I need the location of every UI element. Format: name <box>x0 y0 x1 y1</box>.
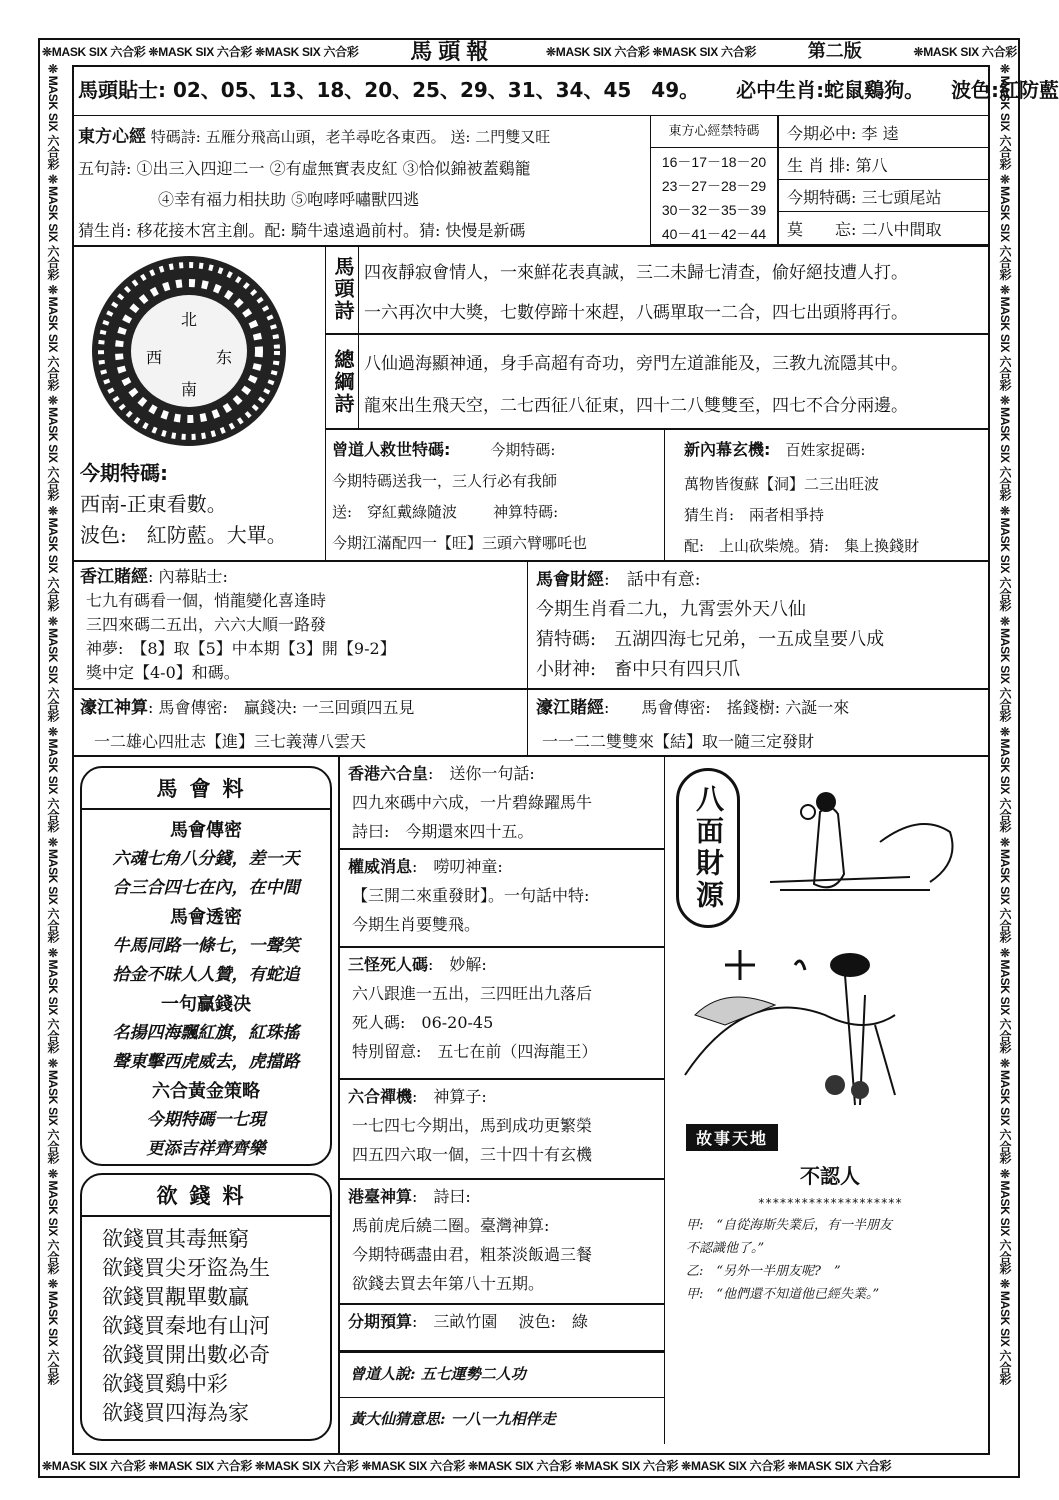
huang-value: 一八一九相伴走 <box>450 1410 556 1428</box>
zodiac-label: 必中生肖: <box>736 78 825 102</box>
forbid-title: 東方心經禁特碼 <box>651 116 777 148</box>
mid-section-title: 香港六合皇 <box>348 764 429 783</box>
mahui-liao-heading: 馬會透密 <box>170 907 242 928</box>
mid-section <box>340 948 665 1080</box>
mid-section-line: 【三開二來重發財】。一句話中特: <box>352 886 590 905</box>
tips-line <box>78 74 1059 103</box>
yuqian-liao-line: 欲錢買開出數必奇 <box>102 1343 270 1367</box>
mahui-liao-line: 拾金不昧人人贊，有蛇追 <box>112 965 300 985</box>
tips-numbers: 02、05、13、18、20、25、29、31、34、45 49。 <box>172 78 700 102</box>
xiangjiang-line: 獎中定【4-0】和碼。 <box>86 663 240 682</box>
color-value: 紅防藍 <box>999 78 1059 102</box>
mahui-liao-heading: 六合黃金策略 <box>152 1081 260 1102</box>
zeng-sub2: 神算特碼: <box>493 503 559 521</box>
mahui-liao-line: 今期特碼一七現 <box>146 1110 266 1130</box>
yuqian-liao-title: 欲錢料 <box>82 1175 330 1217</box>
haojiang-shen-title: 濠江神算 <box>80 698 148 718</box>
masthead-title: 馬頭報 <box>410 39 495 65</box>
story-line: 不認識他了。” <box>686 1241 765 1256</box>
compass-south: 南 <box>180 380 198 399</box>
xiangjiang-line: 神夢: 【8】取【5】中本期【3】開【9-2】 <box>86 639 396 658</box>
info-label: 今期特碼: <box>787 188 857 207</box>
edition-label: 第二版 <box>807 41 862 62</box>
east-poem: 特碼詩: 五雁分飛高山頭，老羊尋吃各東西。 送: 二門雙又旺 <box>150 128 551 146</box>
forbid-row: 16－17－18－20 <box>661 154 767 170</box>
mahui-liao-line: 更添吉祥齊齊樂 <box>146 1139 266 1159</box>
border-strip-bottom: ❊MASK SIX 六合彩 ❊MASK SIX 六合彩 ❊MASK SIX 六合彩 ❊MASK SIX 六合彩 ❊MASK SIX 六合彩 ❊MASK SIX 六合彩 ❊MASK SIX 六合彩 ❊MASK SIX 六合彩 <box>42 1459 892 1473</box>
mid-section-line: 四五四六取一個，三十四十有玄機 <box>352 1145 593 1164</box>
zeng-line: 今期特碼送我一，三人行必有我師 <box>332 472 558 490</box>
story-stars: ******************** <box>757 1196 903 1210</box>
border-strip-right: ❊MASK SIX 六合彩 ❊MASK SIX 六合彩 ❊MASK SIX 六合彩 ❊MASK SIX 六合彩 ❊MASK SIX 六合彩 ❊MASK SIX 六合彩 ❊MASK SIX 六合彩 ❊MASK SIX 六合彩 ❊MASK SIX 六合彩 ❊MASK SIX 六合彩 ❊MASK SIX 六合彩 ❊MASK SIX 六合彩 <box>998 62 1012 1385</box>
info-value: 二八中間取 <box>861 220 942 239</box>
compass-east: 东 <box>215 348 233 367</box>
info-row <box>779 116 989 148</box>
border-strip-top-right: ❊MASK SIX 六合彩 <box>913 45 1017 59</box>
mid-section <box>340 757 665 850</box>
mid-section-sub: : 送你一句話: <box>428 764 535 783</box>
yuqian-liao-line: 欲錢買秦地有山河 <box>102 1314 270 1338</box>
mahui-liao-line: 合三合四七在內，在中間 <box>112 878 300 898</box>
bamian-badge <box>676 768 740 928</box>
forbid-row: 30－32－35－39 <box>661 202 767 218</box>
forbid-row: 23－27－28－29 <box>661 178 767 194</box>
zeng-box <box>325 430 665 560</box>
general-poem-box <box>325 335 990 430</box>
horse-poem-box <box>325 245 990 335</box>
yuqian-liao-line: 欲錢買鷄中彩 <box>102 1372 228 1396</box>
mid-section-line: 一七四七今期出，馬到成功更繁榮 <box>352 1116 593 1135</box>
mid-section-sub: : 妙解: <box>428 955 487 974</box>
mid-section-line: 六八跟進一五出，三四旺出九落后 <box>352 984 593 1003</box>
xiangjiang-line: 三四來碼二五出，六六大順一路發 <box>86 615 327 634</box>
zeng-says-label: 曾道人說: <box>350 1365 416 1383</box>
story-badge: 故事天地 <box>686 1124 778 1151</box>
haojiang-du-title: 濠江賭經 <box>536 698 604 718</box>
yuqian-liao-line: 欲錢買尖牙盜為生 <box>102 1256 270 1280</box>
mid-section-line: 欲錢去買去年第八十五期。 <box>352 1274 545 1293</box>
mid-section-title: 六合禪機 <box>348 1087 413 1106</box>
compass-image <box>92 255 292 455</box>
border-strip-top-middle: ❊MASK SIX 六合彩 ❊MASK SIX 六合彩 <box>546 45 757 59</box>
mid-section <box>340 1080 665 1180</box>
info-value: 三七頭尾站 <box>861 188 942 207</box>
xinnei-line: 萬物皆復蘇【洞】二三出旺波 <box>684 475 880 493</box>
zeng-title: 曾道人救世特碼: <box>332 440 451 459</box>
forbid-row: 40－41－42－44 <box>661 226 767 242</box>
xiangjiang-title: 香江賭經 <box>80 567 148 587</box>
xiangjiang-sub: : 內幕貼士: <box>148 567 228 586</box>
mahui-liao-heading: 馬會傳密 <box>170 820 242 841</box>
horse-poem-label: 馬頭詩 <box>326 245 359 333</box>
mahui-cai-section <box>536 565 884 685</box>
left-special-title: 今期特碼: <box>80 461 168 485</box>
color-label: 波色: <box>951 78 1000 102</box>
info-table <box>778 115 990 245</box>
yuqian-liao-line: 欲錢買覯單數贏 <box>102 1285 249 1309</box>
mahui-cai-title: 馬會財經 <box>536 570 604 590</box>
zeng-says-box <box>340 1352 665 1398</box>
left-special-line2: 波色: 紅防藍。大單。 <box>80 523 287 547</box>
xiangjiang-section <box>80 565 396 685</box>
xinnei-box <box>684 434 919 562</box>
info-row <box>779 212 989 244</box>
haojiang-shen-section <box>80 693 414 757</box>
five-2: ④幸有福力相扶助 ⑤咆哮呼嘯獸四逃 <box>158 190 420 209</box>
five-1: ①出三入四迎二一 ②有虛無實表皮紅 ③恰似錦被蓋鷄籠 <box>136 159 531 178</box>
info-value: 第八 <box>855 156 888 175</box>
mid-section-line: 特別留意: 五七在前（四海龍王） <box>352 1042 598 1061</box>
mid-section-title: 分期預算 <box>348 1312 413 1331</box>
mahui-liao-heading: 一句贏錢决 <box>161 994 251 1015</box>
xinnei-line: 猜生肖: 兩者相爭持 <box>684 506 825 524</box>
yuqian-liao-line: 欲錢買四海為家 <box>102 1401 249 1425</box>
border-strip-left: ❊MASK SIX 六合彩 ❊MASK SIX 六合彩 ❊MASK SIX 六合彩 ❊MASK SIX 六合彩 ❊MASK SIX 六合彩 ❊MASK SIX 六合彩 ❊MASK SIX 六合彩 ❊MASK SIX 六合彩 ❊MASK SIX 六合彩 ❊MASK SIX 六合彩 ❊MASK SIX 六合彩 ❊MASK SIX 六合彩 <box>46 62 60 1385</box>
landscape-illustration <box>675 935 985 1115</box>
general-poem-label: 總綱詩 <box>326 335 359 428</box>
info-label: 生 肖 排: <box>787 156 851 175</box>
zeng-sub: 今期特碼: <box>490 441 556 459</box>
zeng-line: 今期江滿配四一【旺】三頭六臂哪吒也 <box>332 534 588 552</box>
xiangjiang-line: 七九有碼看一個，悄龍變化喜逢時 <box>86 591 327 610</box>
mid-section-sub: : 詩曰: <box>412 1187 471 1206</box>
mahui-cai-sub: : 話中有意: <box>604 570 701 590</box>
tips-label: 馬頭貼士: <box>78 78 166 102</box>
haojiang-du-sub: : 馬會傳密: 搖錢樹: 六誕一來 <box>604 698 850 717</box>
story-line: 乙: “另外一半朋友呢? ” <box>686 1264 841 1279</box>
mid-section-line: 今期生肖要雙飛。 <box>352 915 481 934</box>
mid-section <box>340 1180 665 1305</box>
mid-section-title: 港臺神算 <box>348 1187 413 1206</box>
scholar-illustration <box>760 772 975 922</box>
mahui-liao-line: 名揚四海飄紅旗，紅珠搖 <box>112 1023 300 1043</box>
yuqian-liao-line: 欲錢買其毒無窮 <box>102 1227 249 1251</box>
horse-poem-line: 一六再次中大獎，七數停蹄十來趕，八碼單取一二合，四七出頭將再行。 <box>364 303 908 323</box>
info-row <box>779 148 989 180</box>
yuqian-liao-box <box>80 1173 332 1441</box>
mahui-liao-title: 馬會料 <box>82 768 330 810</box>
left-special-line1: 西南-正東看數。 <box>80 492 227 516</box>
east-heart-section <box>78 122 550 246</box>
haojiang-du-section <box>536 693 849 757</box>
mid-section-sub: : 神算子: <box>412 1087 487 1106</box>
middle-column <box>340 757 665 1352</box>
mid-section-sub: : 三畝竹園 波色: 綠 <box>412 1312 588 1331</box>
zodiac-value: 蛇鼠鷄狗。 <box>824 78 925 102</box>
general-poem-line: 龍來出生飛天空，二七西征八征東，四十二八雙雙至，四七不合分兩邊。 <box>364 396 908 416</box>
story-line: 甲: “自從海斯失業后，有一半朋友 <box>686 1218 893 1233</box>
info-label: 莫 忘: <box>787 220 857 239</box>
mid-section <box>340 1305 665 1352</box>
zeng-line: 送: 穿紅戴綠隨波 <box>332 503 458 521</box>
haojiang-shen-line: 一二雄心四壯志【進】三七義薄八雲天 <box>94 732 367 751</box>
story-line: 甲: “他們還不知道他已經失業。” <box>686 1287 880 1302</box>
info-row <box>779 180 989 212</box>
mahui-cai-line: 今期生肖看二九，九霄雲外天八仙 <box>536 599 806 620</box>
left-special <box>80 458 287 551</box>
zeng-says-value: 五七運勢二人功 <box>420 1365 526 1383</box>
border-strip-top: ❊MASK SIX 六合彩 ❊MASK SIX 六合彩 ❊MASK SIX 六合彩 <box>42 45 359 59</box>
mid-section-line: 馬前虎后繞二圈。臺灣神算: <box>352 1216 550 1235</box>
divider <box>72 688 990 690</box>
mid-section-line: 今期特碼盡由君，粗茶淡飯過三餐 <box>352 1245 593 1264</box>
info-label: 今期必中: <box>787 124 857 143</box>
mid-section-title: 三怪死人碼 <box>348 955 429 974</box>
xinnei-sub: 百姓家捉碼: <box>785 441 866 459</box>
mahui-cai-line: 猜特碼: 五湖四海七兄弟，一五成皇要八成 <box>536 629 885 650</box>
xinnei-line: 配: 上山砍柴燒。猜: 集上換錢財 <box>684 537 920 555</box>
five-label: 五句詩: <box>78 159 132 178</box>
mahui-liao-box <box>80 766 332 1166</box>
horse-poem-line: 四夜靜寂會情人，一來鮮花表真誠，三二未歸七清查，偷好絕技遭人打。 <box>364 263 908 283</box>
huang-box <box>340 1398 665 1444</box>
compass-north: 北 <box>180 310 198 329</box>
east-guess: 猜生肖: 移花接木宮主創。配: 騎牛遠遠過前村。猜: 快慢是新碼 <box>78 221 526 240</box>
mahui-liao-line: 六魂七角八分錢，差一天 <box>112 849 300 869</box>
divider <box>527 560 528 757</box>
mahui-liao-line: 聲東擊西虎威去，虎擋路 <box>112 1052 300 1072</box>
mid-section-sub: : 嘮叨神童: <box>412 857 503 876</box>
mahui-liao-line: 牛馬同路一條七，一聲笑 <box>112 936 300 956</box>
bamian-title: 八面財源 <box>692 784 725 912</box>
xinnei-title: 新內幕玄機: <box>684 440 771 459</box>
east-title: 東方心經 <box>78 127 146 147</box>
mahui-cai-line: 小財神: 畜中只有四只爪 <box>536 659 741 680</box>
story-title: 不認人 <box>800 1164 860 1188</box>
info-value: 李 逵 <box>861 124 899 143</box>
mid-section-title: 權威消息 <box>348 857 413 876</box>
border-strip-top-row <box>42 39 1017 65</box>
haojiang-shen-sub: : 馬會傳密: 贏錢决: 一三回頭四五見 <box>148 698 415 717</box>
mid-section-line: 四九來碼中六成，一片碧綠躍馬牛 <box>352 793 593 812</box>
general-poem-line: 八仙過海顯神通，身手高超有奇功，旁門左道誰能及，三教九流隱其中。 <box>364 354 908 374</box>
mid-section-line: 詩曰: 今期還來四十五。 <box>352 822 534 841</box>
huang-label: 黃大仙猜意思: <box>350 1410 446 1428</box>
mid-section <box>340 850 665 948</box>
haojiang-du-line: 一一二二雙雙來【結】取一隨三定發財 <box>542 732 815 751</box>
mid-section-line: 死人碼: 06-20-45 <box>352 1013 494 1032</box>
compass-west: 西 <box>145 348 163 367</box>
story-body <box>686 1214 892 1306</box>
forbid-table <box>650 115 778 245</box>
